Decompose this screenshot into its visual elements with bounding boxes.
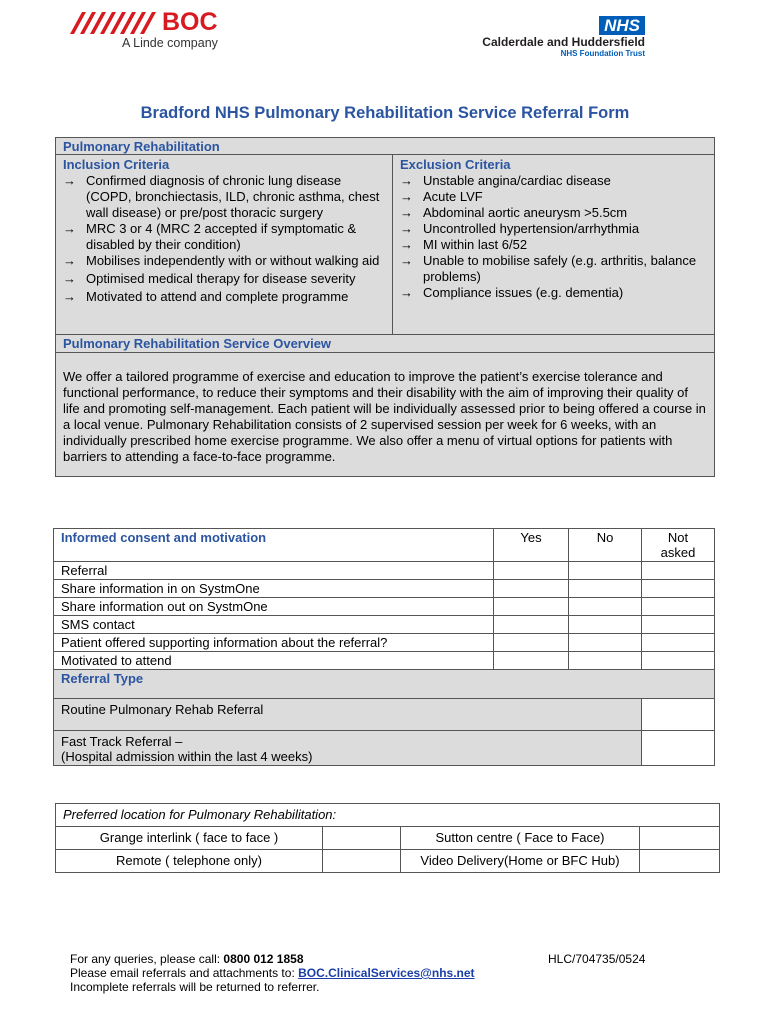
- table-row: [54, 598, 715, 616]
- consent-heading: Informed consent and motivation: [54, 529, 494, 562]
- exclusion-item: → Abdominal aortic aneurysm >5.5cm: [400, 205, 628, 220]
- consent-row-label: Motivated to attend: [54, 652, 494, 670]
- location-heading-row: [56, 804, 720, 827]
- location-option-remote: Remote ( telephone only): [56, 850, 323, 873]
- exclusion-item: → Uncontrolled hypertension/arrhythmia: [400, 221, 640, 236]
- not-asked-checkbox[interactable]: [642, 580, 715, 598]
- form-code: HLC/704735/0524: [548, 952, 646, 966]
- arrow-right-icon: →: [400, 173, 413, 188]
- location-option-sutton: Sutton centre ( Face to Face): [401, 827, 640, 850]
- arrow-right-icon: →: [63, 271, 76, 286]
- email-link[interactable]: BOC.ClinicalServices@nhs.net: [298, 966, 475, 980]
- yes-checkbox[interactable]: [494, 634, 569, 652]
- consent-table: [53, 528, 715, 766]
- inclusion-list: [63, 173, 385, 305]
- consent-row-label: Share information in on SystmOne: [54, 580, 494, 598]
- footer-queries: For any queries, please call: 0800 012 1858: [70, 952, 304, 966]
- yes-checkbox[interactable]: [494, 562, 569, 580]
- remote-checkbox[interactable]: [323, 850, 401, 873]
- col-not-asked: Not asked: [642, 529, 715, 562]
- referral-type-row: [54, 670, 715, 699]
- footer-phone: 0800 012 1858: [223, 952, 304, 966]
- location-row: [56, 827, 720, 850]
- yes-checkbox[interactable]: [494, 598, 569, 616]
- inclusion-criteria-box: [55, 154, 393, 335]
- fast-track-label: [54, 731, 642, 766]
- yes-checkbox[interactable]: [494, 652, 569, 670]
- routine-referral-label: Routine Pulmonary Rehab Referral: [54, 699, 642, 731]
- not-asked-checkbox[interactable]: [642, 598, 715, 616]
- inclusion-heading: Inclusion Criteria: [63, 157, 170, 172]
- arrow-right-icon: →: [63, 289, 76, 304]
- no-checkbox[interactable]: [569, 652, 642, 670]
- overview-heading: Pulmonary Rehabilitation Service Overview: [55, 334, 715, 353]
- consent-header-row: [54, 529, 715, 562]
- location-option-grange: Grange interlink ( face to face ): [56, 827, 323, 850]
- location-option-video: Video Delivery(Home or BFC Hub): [401, 850, 640, 873]
- nhs-trust-name: Calderdale and Huddersfield: [482, 35, 645, 49]
- consent-row-label: SMS contact: [54, 616, 494, 634]
- inclusion-item: → Mobilises independently with or without walking aid: [63, 253, 380, 268]
- exclusion-list: [400, 173, 707, 301]
- arrow-right-icon: →: [400, 285, 413, 300]
- exclusion-item: → Compliance issues (e.g. dementia): [400, 285, 624, 300]
- location-row: [56, 850, 720, 873]
- fast-track-line-1: Fast Track Referral –: [61, 734, 183, 749]
- not-asked-checkbox[interactable]: [642, 616, 715, 634]
- arrow-right-icon: →: [400, 237, 413, 252]
- location-table: [55, 803, 720, 873]
- exclusion-item: → Unstable angina/cardiac disease: [400, 173, 611, 188]
- table-row: [54, 580, 715, 598]
- consent-row-label: Patient offered supporting information about the referral?: [54, 634, 494, 652]
- col-no: No: [569, 529, 642, 562]
- routine-referral-row: [54, 699, 715, 731]
- inclusion-item: → Motivated to attend and complete programme: [63, 289, 349, 304]
- table-row: [54, 652, 715, 670]
- arrow-right-icon: →: [63, 253, 76, 268]
- fast-track-referral-row: [54, 731, 715, 766]
- routine-referral-checkbox[interactable]: [642, 699, 715, 731]
- exclusion-item: → MI within last 6/52: [400, 237, 528, 252]
- yes-checkbox[interactable]: [494, 616, 569, 634]
- footer-incomplete: Incomplete referrals will be returned to referrer.: [70, 980, 320, 994]
- no-checkbox[interactable]: [569, 634, 642, 652]
- referral-type-heading: Referral Type: [54, 670, 715, 699]
- footer: [70, 952, 475, 994]
- exclusion-criteria-box: [392, 154, 715, 335]
- yes-checkbox[interactable]: [494, 580, 569, 598]
- nhs-logo: [482, 16, 645, 59]
- arrow-right-icon: →: [400, 221, 413, 236]
- table-row: [54, 616, 715, 634]
- arrow-right-icon: →: [400, 205, 413, 220]
- arrow-right-icon: →: [400, 189, 413, 204]
- arrow-right-icon: →: [400, 253, 413, 268]
- sutton-checkbox[interactable]: [639, 827, 719, 850]
- pulmonary-rehab-heading: Pulmonary Rehabilitation: [55, 137, 715, 155]
- arrow-right-icon: →: [63, 173, 76, 188]
- not-asked-checkbox[interactable]: [642, 634, 715, 652]
- inclusion-item: → Optimised medical therapy for disease severity: [63, 271, 356, 286]
- boc-wordmark: BOC: [162, 8, 218, 36]
- not-asked-checkbox[interactable]: [642, 562, 715, 580]
- boc-logo: [70, 10, 240, 54]
- location-heading: Preferred location for Pulmonary Rehabilitation:: [56, 804, 720, 827]
- fast-track-line-2: (Hospital admission within the last 4 weeks): [61, 749, 313, 764]
- fast-track-checkbox[interactable]: [642, 731, 715, 766]
- nhs-badge: NHS: [599, 16, 645, 35]
- form-title: Bradford NHS Pulmonary Rehabilitation Service Referral Form: [140, 104, 630, 122]
- no-checkbox[interactable]: [569, 562, 642, 580]
- grange-checkbox[interactable]: [323, 827, 401, 850]
- col-yes: Yes: [494, 529, 569, 562]
- inclusion-item: → MRC 3 or 4 (MRC 2 accepted if symptomatic & disabled by their condition): [63, 221, 357, 252]
- boc-tagline: A Linde company: [122, 36, 218, 50]
- no-checkbox[interactable]: [569, 598, 642, 616]
- inclusion-item: → Confirmed diagnosis of chronic lung disease (COPD, bronchiectasis, ILD, chronic asthma, chest wall disease) or pre/post thoracic surgery: [63, 173, 380, 220]
- consent-row-label: Referral: [54, 562, 494, 580]
- exclusion-item: → Acute LVF: [400, 189, 483, 204]
- table-row: [54, 562, 715, 580]
- footer-email-line: Please email referrals and attachments to: BOC.ClinicalServices@nhs.net: [70, 966, 475, 980]
- table-row: [54, 634, 715, 652]
- not-asked-checkbox[interactable]: [642, 652, 715, 670]
- nhs-foundation-trust: NHS Foundation Trust: [560, 49, 645, 58]
- arrow-right-icon: →: [63, 221, 76, 236]
- consent-row-label: Share information out on SystmOne: [54, 598, 494, 616]
- boc-stripes-icon: [70, 12, 160, 34]
- video-checkbox[interactable]: [639, 850, 719, 873]
- exclusion-item: → Unable to mobilise safely (e.g. arthritis, balance problems): [400, 253, 697, 284]
- exclusion-heading: Exclusion Criteria: [400, 157, 511, 172]
- overview-body: We offer a tailored programme of exercise and education to improve the patient’s exercise tolerance and functional performance, to reduce their symptoms and their disability with the aim of improving their quality of life and promoting self-management. Each patient will be individually assessed prior to being offered a course in a local venue. Pulmonary Rehabilitation consists of 2 supervised session per week for 6 weeks, with an individually prescribed home exercise programme. We also offer a menu of virtual options for patients with barriers to attending a face-to-face programme.: [55, 352, 715, 477]
- no-checkbox[interactable]: [569, 616, 642, 634]
- no-checkbox[interactable]: [569, 580, 642, 598]
